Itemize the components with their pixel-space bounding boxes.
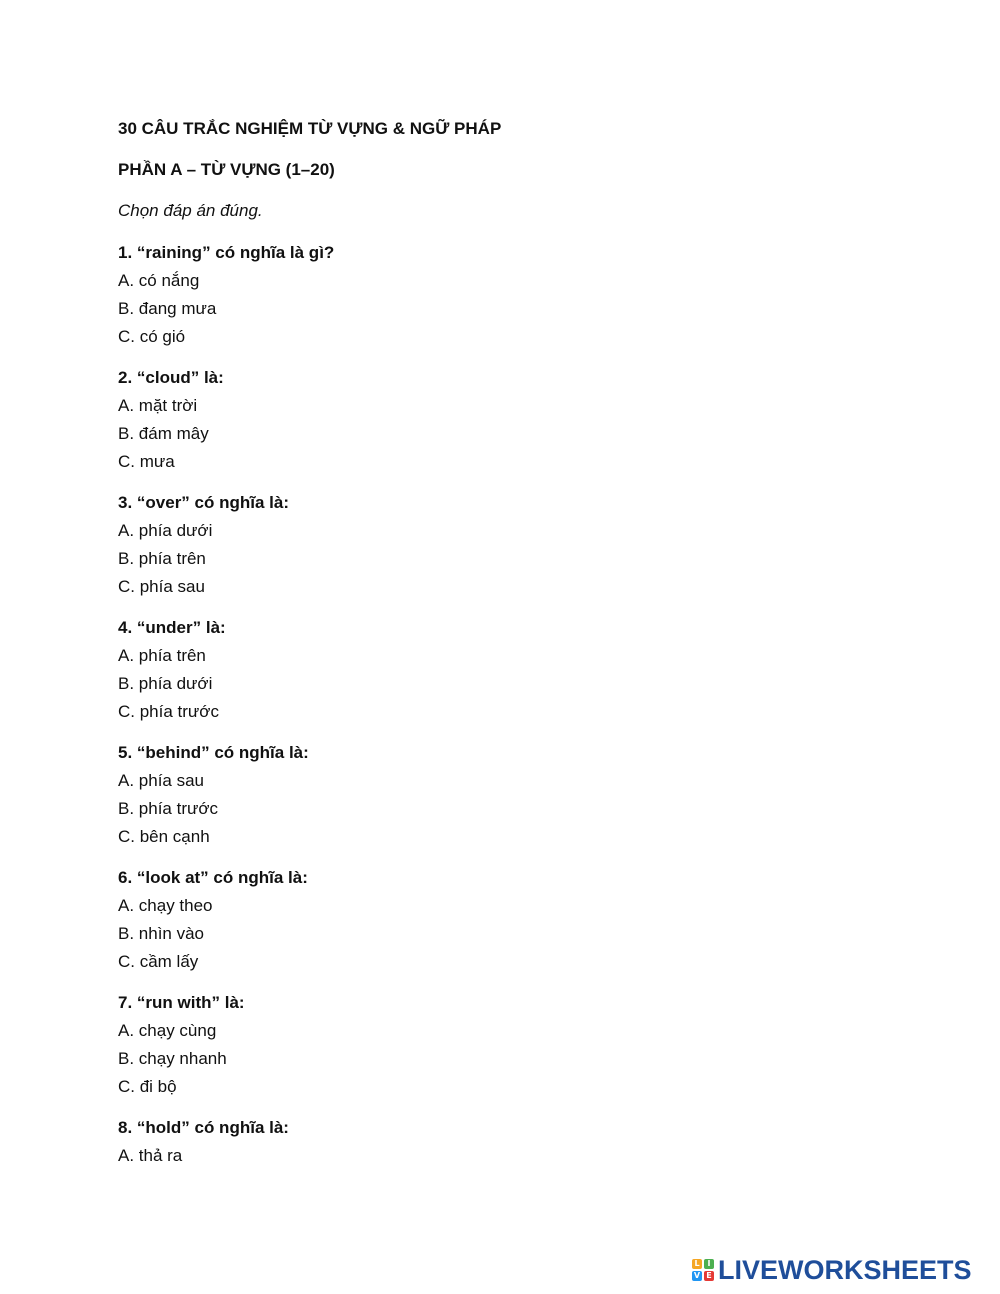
- question-text: 6. “look at” có nghĩa là:: [118, 868, 308, 887]
- answer-option[interactable]: A. phía dưới: [118, 521, 213, 540]
- question-item: [118, 1114, 918, 1170]
- document-title: 30 CÂU TRẮC NGHIỆM TỪ VỰNG & NGỮ PHÁP: [118, 119, 502, 138]
- answer-option[interactable]: B. chạy nhanh: [118, 1049, 227, 1068]
- answer-option[interactable]: B. phía trên: [118, 549, 206, 568]
- instruction-text: Chọn đáp án đúng.: [118, 201, 263, 220]
- answer-option[interactable]: A. chạy theo: [118, 896, 213, 915]
- answer-option[interactable]: C. phía sau: [118, 577, 205, 596]
- answer-option[interactable]: A. có nắng: [118, 271, 200, 290]
- question-text: 1. “raining” có nghĩa là gì?: [118, 243, 335, 262]
- question-item: [118, 239, 918, 351]
- liveworksheets-logo: [692, 1255, 972, 1285]
- worksheet-content: [118, 116, 918, 1183]
- question-text: 3. “over” có nghĩa là:: [118, 493, 289, 512]
- answer-option[interactable]: C. bên cạnh: [118, 827, 210, 846]
- answer-option[interactable]: B. phía dưới: [118, 674, 213, 693]
- answer-option[interactable]: A. thả ra: [118, 1146, 183, 1165]
- question-item: [118, 489, 918, 601]
- question-item: [118, 864, 918, 976]
- answer-option[interactable]: B. đang mưa: [118, 299, 217, 318]
- question-text: 4. “under” là:: [118, 618, 226, 637]
- answer-option[interactable]: C. cầm lấy: [118, 952, 199, 971]
- answer-option[interactable]: A. phía sau: [118, 771, 205, 790]
- answer-option[interactable]: C. phía trước: [118, 702, 219, 721]
- answer-option[interactable]: C. có gió: [118, 327, 186, 346]
- logo-text: LIVEWORKSHEETS: [718, 1254, 972, 1285]
- question-list: [118, 239, 918, 1170]
- question-item: [118, 989, 918, 1101]
- question-text: 8. “hold” có nghĩa là:: [118, 1118, 289, 1137]
- answer-option[interactable]: B. phía trước: [118, 799, 219, 818]
- answer-option[interactable]: A. mặt trời: [118, 396, 198, 415]
- logo-mark-letter: E: [704, 1271, 714, 1281]
- question-text: 2. “cloud” là:: [118, 368, 224, 387]
- logo-mark-letter: I: [704, 1259, 714, 1269]
- question-item: [118, 614, 918, 726]
- section-title: PHẦN A – TỪ VỰNG (1–20): [118, 160, 335, 179]
- question-text: 5. “behind” có nghĩa là:: [118, 743, 309, 762]
- liveworksheets-logo-icon: [692, 1259, 714, 1281]
- question-text: 7. “run with” là:: [118, 993, 245, 1012]
- answer-option[interactable]: C. mưa: [118, 452, 175, 471]
- answer-option[interactable]: B. đám mây: [118, 424, 209, 443]
- logo-mark-letter: V: [693, 1271, 701, 1280]
- answer-option[interactable]: A. chạy cùng: [118, 1021, 217, 1040]
- answer-option[interactable]: A. phía trên: [118, 646, 206, 665]
- logo-mark-letter: L: [692, 1259, 702, 1269]
- answer-option[interactable]: C. đi bộ: [118, 1077, 177, 1096]
- question-item: [118, 364, 918, 476]
- question-item: [118, 739, 918, 851]
- answer-option[interactable]: B. nhìn vào: [118, 924, 205, 943]
